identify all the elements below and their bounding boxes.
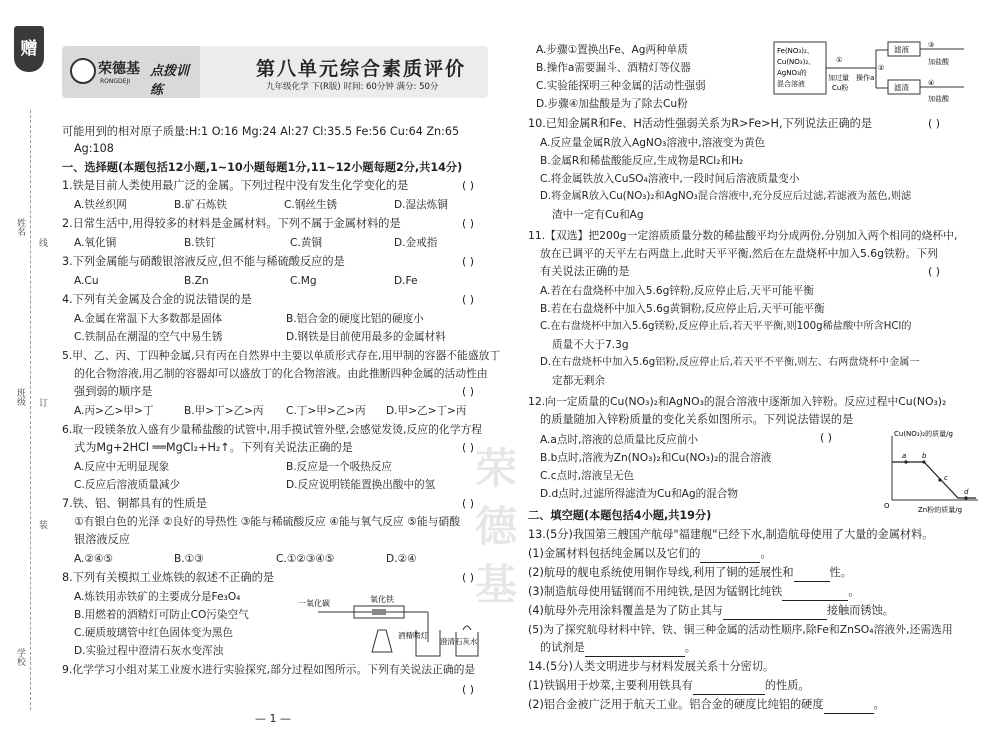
q1-option-b: B.矿石炼铁 bbox=[174, 199, 228, 211]
mix-label-2: Cu(NO₃)₂、 bbox=[777, 58, 816, 66]
q7-stem-line1: 7.铁、铝、铜都具有的性质是 bbox=[62, 497, 207, 510]
q3-option-c: C.Mg bbox=[290, 275, 317, 287]
watermark: 荣德基 bbox=[474, 444, 517, 609]
q2-option-a: A.氧化铜 bbox=[74, 237, 117, 249]
q11-option-d: D.在右盘烧杯中加入5.6g铝粉,反应停止后,若天平不平衡,则左、右两盘烧杯中金属一 bbox=[540, 357, 920, 368]
q10-answer-paren[interactable]: ( ) bbox=[928, 117, 941, 130]
q3-option-d: D.Fe bbox=[394, 275, 418, 287]
graph-origin: O bbox=[884, 502, 890, 510]
q11-stem-line2: 放在已调平的天平左右两盘上,此时天平平衡,然后在左盘烧杯中加入5.6g铁粉。下列 bbox=[540, 247, 938, 260]
atomic-masses: 可能用到的相对原子质量:H:1 O:16 Mg:24 Al:27 Cl:35.5 Fe:56 Cu:64 Zn:65 bbox=[62, 125, 460, 138]
graph-ylabel: Cu(NO₃)₂的质量/g bbox=[894, 430, 953, 438]
atomic-masses-cont: Ag:108 bbox=[74, 142, 114, 155]
page-number: — 1 — bbox=[255, 712, 291, 725]
q14-sub2 bbox=[528, 697, 885, 714]
q11-option-d-cont: 定都无剩余 bbox=[552, 375, 605, 387]
q14-sub1 bbox=[528, 678, 810, 695]
q10-option-d: D.将金属R放入Cu(NO₃)₂和AgNO₃混合溶液中,充分反应后过滤,若滤液为蓝色,则滤 bbox=[540, 191, 912, 202]
q1-option-d: D.湿法炼铜 bbox=[394, 199, 448, 211]
q13-sub2-blank[interactable] bbox=[794, 565, 830, 582]
q10-option-d-cont: 渣中一定有Cu和Ag bbox=[552, 209, 644, 221]
school-label: 学校 bbox=[15, 648, 25, 666]
q7-option-d: D.②④ bbox=[386, 553, 417, 565]
q12-option-a: A.a点时,溶液的总质量比反应前小 bbox=[540, 434, 699, 446]
spirit-blowtorch bbox=[372, 630, 392, 652]
q13-sub4-text: (4)航母外壳用涂料覆盖是为了防止其与 bbox=[528, 604, 723, 617]
q13-sub1: (1)金属材料包括纯金属以及它们的 。 bbox=[528, 546, 772, 563]
residue-label: 滤渣 bbox=[894, 83, 909, 92]
gift-badge: 赠 bbox=[14, 26, 44, 72]
q12-graph bbox=[878, 428, 986, 514]
q14-sub2-blank[interactable] bbox=[824, 697, 874, 714]
q2-option-c: C.黄铜 bbox=[290, 237, 322, 249]
q12-option-d: D.d点时,过滤所得滤渣为Cu和Ag的混合物 bbox=[540, 488, 739, 500]
q10-option-b: B.金属R和稀盐酸能反应,生成物是RCl₂和H₂ bbox=[540, 155, 744, 167]
q11-option-c-cont: 质量不大于7.3g bbox=[552, 339, 629, 351]
q8-option-a: A.炼铁用赤铁矿的主要成分是Fe₃O₄ bbox=[74, 591, 241, 603]
name-label: 姓名 bbox=[15, 218, 25, 236]
q8-option-c: C.硬质玻璃管中红色固体变为黑色 bbox=[74, 627, 234, 639]
q10-option-c: C.将金属铁放入CuSO₄溶液中,一段时间后溶液质量变小 bbox=[540, 173, 800, 185]
q13-sub4-blank[interactable] bbox=[723, 603, 827, 620]
fold-label: 装 bbox=[37, 520, 47, 529]
q2-answer-paren[interactable]: ( ) bbox=[462, 217, 475, 230]
q13-sub3-text: (3)制造航母使用锰钢而不用纯铁,是因为锰钢比纯铁 bbox=[528, 585, 783, 598]
fig-label-co: 一氧化碳 bbox=[298, 599, 330, 608]
label-a: a bbox=[902, 452, 907, 460]
q13-stem: 13.(5分)我国第三艘国产航母"福建舰"已经下水,制造航母使用了大量的金属材料。 bbox=[528, 528, 934, 541]
hcl-label: 加盐酸 bbox=[928, 58, 949, 66]
q1-stem: 1.铁是目前人类使用最广泛的金属。下列过程中没有发生化学变化的是 bbox=[62, 179, 409, 192]
series-name: 点拨训练 bbox=[150, 64, 190, 98]
q7-stem-line2: ①有银白色的光泽 ②良好的导热性 ③能与稀硫酸反应 ④能与氧气反应 ⑤能与硝酸 bbox=[74, 515, 461, 528]
step3-label: ③ bbox=[928, 41, 935, 49]
q8-answer-paren[interactable]: ( ) bbox=[462, 571, 475, 584]
q12-answer-paren[interactable]: ( ) bbox=[820, 431, 833, 444]
q3-option-b: B.Zn bbox=[184, 275, 209, 287]
q11-stem-line3: 有关说法正确的是 bbox=[540, 265, 630, 278]
q5-stem-line3: 强到弱的顺序是 bbox=[74, 385, 153, 398]
q13-sub4-tail: 接触而锈蚀。 bbox=[826, 604, 894, 617]
q8-option-d: D.实验过程中澄清石灰水变浑浊 bbox=[74, 645, 224, 657]
binding-line bbox=[30, 110, 31, 710]
q4-answer-paren[interactable]: ( ) bbox=[462, 293, 475, 306]
q6-stem-line2: 式为Mg+2HCl ══MgCl₂+H₂↑。下列有关说法正确的是 bbox=[74, 441, 353, 454]
point-a bbox=[904, 460, 907, 463]
q6-option-c: C.反应后溶液质量减少 bbox=[74, 479, 181, 491]
q9-option-b: B.操作a需要漏斗、酒精灯等仪器 bbox=[536, 62, 691, 74]
step1-label: ① bbox=[836, 56, 843, 64]
q14-sub1-tail: 的性质。 bbox=[764, 679, 810, 692]
q12-option-c: C.c点时,溶液呈无色 bbox=[540, 470, 635, 482]
q13-sub3-blank[interactable] bbox=[782, 584, 848, 601]
q13-sub1-text: (1)金属材料包括纯金属以及它们的 bbox=[528, 547, 701, 560]
q5-option-c: C.丁>甲>乙>丙 bbox=[286, 405, 366, 417]
q13-sub2 bbox=[528, 565, 852, 582]
q8-option-b: B.用燃着的酒精灯可防止CO污染空气 bbox=[74, 609, 249, 621]
page-subtitle: 九年级化学 下(R版) 时间: 60分钟 满分: 50分 bbox=[266, 82, 439, 92]
q12-option-b: B.b点时,溶液为Zn(NO₃)₂和Cu(NO₃)₂的混合溶液 bbox=[540, 452, 772, 464]
q14-sub1-blank[interactable] bbox=[693, 678, 765, 695]
section-fill-heading: 二、填空题(本题包括4小题,共19分) bbox=[528, 509, 712, 522]
q11-answer-paren[interactable]: ( ) bbox=[928, 265, 941, 278]
hcl-label-2: 加盐酸 bbox=[928, 95, 949, 103]
flame-icon bbox=[463, 626, 471, 630]
q13-sub5-text: 的试剂是 bbox=[540, 641, 585, 654]
op-label: 操作a bbox=[856, 74, 875, 82]
q14-sub2-tail: 。 bbox=[873, 698, 885, 711]
q2-option-d: D.金戒指 bbox=[394, 237, 438, 249]
q7-option-c: C.①②③④⑤ bbox=[276, 553, 335, 565]
q4-option-a: A.金属在常温下大多数都是固体 bbox=[74, 313, 223, 325]
q13-sub2-text: (2)航母的舰电系统使用铜作导线,利用了铜的延展性和 bbox=[528, 566, 794, 579]
q1-option-c: C.钢丝生锈 bbox=[284, 199, 338, 211]
q8-stem: 8.下列有关模拟工业炼铁的叙述不正确的是 bbox=[62, 571, 275, 584]
brand-name: 荣德基 bbox=[98, 61, 140, 77]
q4-stem: 4.下列有关金属及合金的说法错误的是 bbox=[62, 293, 252, 306]
q7-stem-line3: 银溶液反应 bbox=[74, 533, 130, 546]
label-c: c bbox=[944, 474, 948, 482]
q10-option-a: A.反应量金属R放入AgNO₃溶液中,溶液变为黄色 bbox=[540, 137, 766, 149]
q13-sub3: (3)制造航母使用锰钢而不用纯铁,是因为锰钢比纯铁 。 bbox=[528, 584, 860, 601]
q9-answer-paren[interactable]: ( ) bbox=[462, 683, 475, 696]
page-title: 第八单元综合素质评价 bbox=[256, 58, 467, 80]
label-d: d bbox=[964, 488, 969, 496]
q6-option-a: A.反应中无明显现象 bbox=[74, 461, 170, 473]
q5-stem-line2: 的化合物溶液,用乙制的容器却可以盛放丁的化合物溶液。由此推断四种金属的活动性由 bbox=[74, 367, 488, 380]
brand-icon bbox=[70, 58, 96, 84]
mix-label-3: AgNO₃的 bbox=[777, 69, 807, 77]
cut-line-label: 线 bbox=[37, 238, 47, 247]
fig-label-lamp: 酒精喷灯 bbox=[398, 631, 428, 640]
mix-label-1: Fe(NO₃)₂、 bbox=[777, 47, 814, 55]
q9-flowchart bbox=[772, 40, 968, 104]
q11-stem-line1: 11.【双选】把200g一定溶质质量分数的稀盐酸平均分成两份,分别加入两个相同的烧杯中, bbox=[528, 229, 958, 242]
step4-label: ④ bbox=[928, 79, 935, 87]
fig-label-limewater: 澄清石灰水 bbox=[440, 637, 478, 646]
q4-option-d: D.钢铁是目前使用最多的金属材料 bbox=[286, 331, 446, 343]
q3-option-a: A.Cu bbox=[74, 275, 99, 287]
q9-stem: 9.化学学习小组对某工业废水进行实验探究,部分过程如图所示。下列有关说法正确的是 bbox=[62, 663, 476, 676]
q5-option-d: D.甲>乙>丁>丙 bbox=[386, 405, 467, 417]
q13-sub4 bbox=[528, 603, 894, 620]
section-choice-heading: 一、选择题(本题包括12小题,1~10小题每题1分,11~12小题每题2分,共14分) bbox=[62, 161, 463, 174]
q3-answer-paren[interactable]: ( ) bbox=[462, 255, 475, 268]
q6-stem-line1: 6.取一段镁条放入盛有少量稀盐酸的试管中,用手摸试管外壁,会感觉发烫,反应的化学方程 bbox=[62, 423, 483, 436]
q11-option-c: C.在右盘烧杯中加入5.6g镁粉,反应停止后,若天平平衡,则100g稀盐酸中所含HCl的 bbox=[540, 321, 912, 332]
q12-stem-line2: 的质量随加入锌粉质量的变化关系如图所示。下列说法错误的是 bbox=[540, 413, 854, 426]
q5-stem-line1: 5.甲、乙、丙、丁四种金属,只有丙在自然界中主要以单质形式存在,用甲制的容器不能盛放丁 bbox=[62, 349, 501, 362]
cu-label-2: Cu粉 bbox=[832, 84, 849, 92]
q8-iron-smelting-apparatus bbox=[298, 592, 488, 664]
q6-answer-paren[interactable]: ( ) bbox=[462, 441, 475, 454]
q13-sub5: (5)为了探究航母材料中锌、铁、铜三种金属的活动性顺序,除Fe和ZnSO₄溶液外,还需选用 bbox=[528, 623, 953, 636]
brand-name-en: RONGDEJI bbox=[100, 78, 130, 85]
q7-answer-paren[interactable]: ( ) bbox=[462, 497, 475, 510]
step2-label: ② bbox=[878, 64, 885, 72]
q5-answer-paren[interactable]: ( ) bbox=[462, 385, 475, 398]
brand-logo bbox=[62, 46, 200, 98]
class-label: 班级 bbox=[15, 388, 25, 406]
q14-stem: 14.(5分)人类文明进步与材料发展关系十分密切。 bbox=[528, 660, 775, 673]
iron-oxide-sample bbox=[372, 609, 386, 615]
q1-answer-paren[interactable]: ( ) bbox=[462, 179, 475, 192]
q4-option-c: C.铁制品在潮湿的空气中易生锈 bbox=[74, 331, 223, 343]
staple-label: 订 bbox=[37, 398, 47, 407]
q10-stem: 10.已知金属R和Fe、H活动性强弱关系为R>Fe>H,下列说法正确的是 bbox=[528, 117, 873, 130]
fig-label-iron-oxide: 氧化铁 bbox=[370, 595, 394, 604]
q9-option-c: C.实验能探明三种金属的活动性强弱 bbox=[536, 80, 706, 92]
graph-xlabel: Zn粉的质量/g bbox=[918, 506, 963, 514]
q13-sub5-cont: 的试剂是 。 bbox=[540, 640, 696, 657]
q12-stem-line1: 12.向一定质量的Cu(NO₃)₂和AgNO₃的混合溶液中逐渐加入锌粉。反应过程中Cu(NO₃)₂ bbox=[528, 395, 947, 408]
label-b: b bbox=[922, 452, 927, 460]
q9-option-d: D.步骤④加盐酸是为了除去Cu粉 bbox=[536, 98, 688, 110]
q14-sub2-text: (2)铝合金被广泛用于航天工业。铝合金的硬度比纯铝的硬度 bbox=[528, 698, 824, 711]
cu-label: 加过量 bbox=[828, 74, 849, 82]
mix-label-4: 混合溶液 bbox=[777, 80, 805, 88]
q5-option-a: A.丙>乙>甲>丁 bbox=[74, 405, 154, 417]
filtrate-label: 滤液 bbox=[894, 45, 909, 54]
q2-option-b: B.铁钉 bbox=[184, 237, 216, 249]
point-b bbox=[922, 460, 925, 463]
q13-sub2-tail: 性。 bbox=[829, 566, 852, 579]
q9-option-a: A.步骤①置换出Fe、Ag两种单质 bbox=[536, 44, 688, 56]
point-c bbox=[938, 478, 941, 481]
q3-stem: 3.下列金属能与硝酸银溶液反应,但不能与稀硫酸反应的是 bbox=[62, 255, 345, 268]
q13-sub1-blank[interactable] bbox=[700, 546, 760, 563]
q1-option-a: A.铁丝织网 bbox=[74, 199, 127, 211]
q2-stem: 2.日常生活中,用得较多的材料是金属材料。下列不属于金属材料的是 bbox=[62, 217, 401, 230]
q5-option-b: B.甲>丁>乙>丙 bbox=[184, 405, 264, 417]
q7-option-a: A.②④⑤ bbox=[74, 553, 113, 565]
q11-option-b: B.若在右盘烧杯中加入5.6g黄铜粉,反应停止后,天平可能平衡 bbox=[540, 303, 825, 315]
q7-option-b: B.①③ bbox=[174, 553, 204, 565]
q4-option-b: B.铝合金的硬度比铝的硬度小 bbox=[286, 313, 424, 325]
q11-option-a: A.若在右盘烧杯中加入5.6g锌粉,反应停止后,天平可能平衡 bbox=[540, 285, 814, 297]
q6-option-b: B.反应是一个吸热反应 bbox=[286, 461, 392, 473]
q6-option-d: D.反应说明镁能置换出酸中的氢 bbox=[286, 479, 436, 491]
q14-sub1-text: (1)铁锅用于炒菜,主要利用铁具有 bbox=[528, 679, 693, 692]
q13-sub5-blank[interactable] bbox=[585, 640, 685, 657]
point-d bbox=[964, 496, 967, 499]
